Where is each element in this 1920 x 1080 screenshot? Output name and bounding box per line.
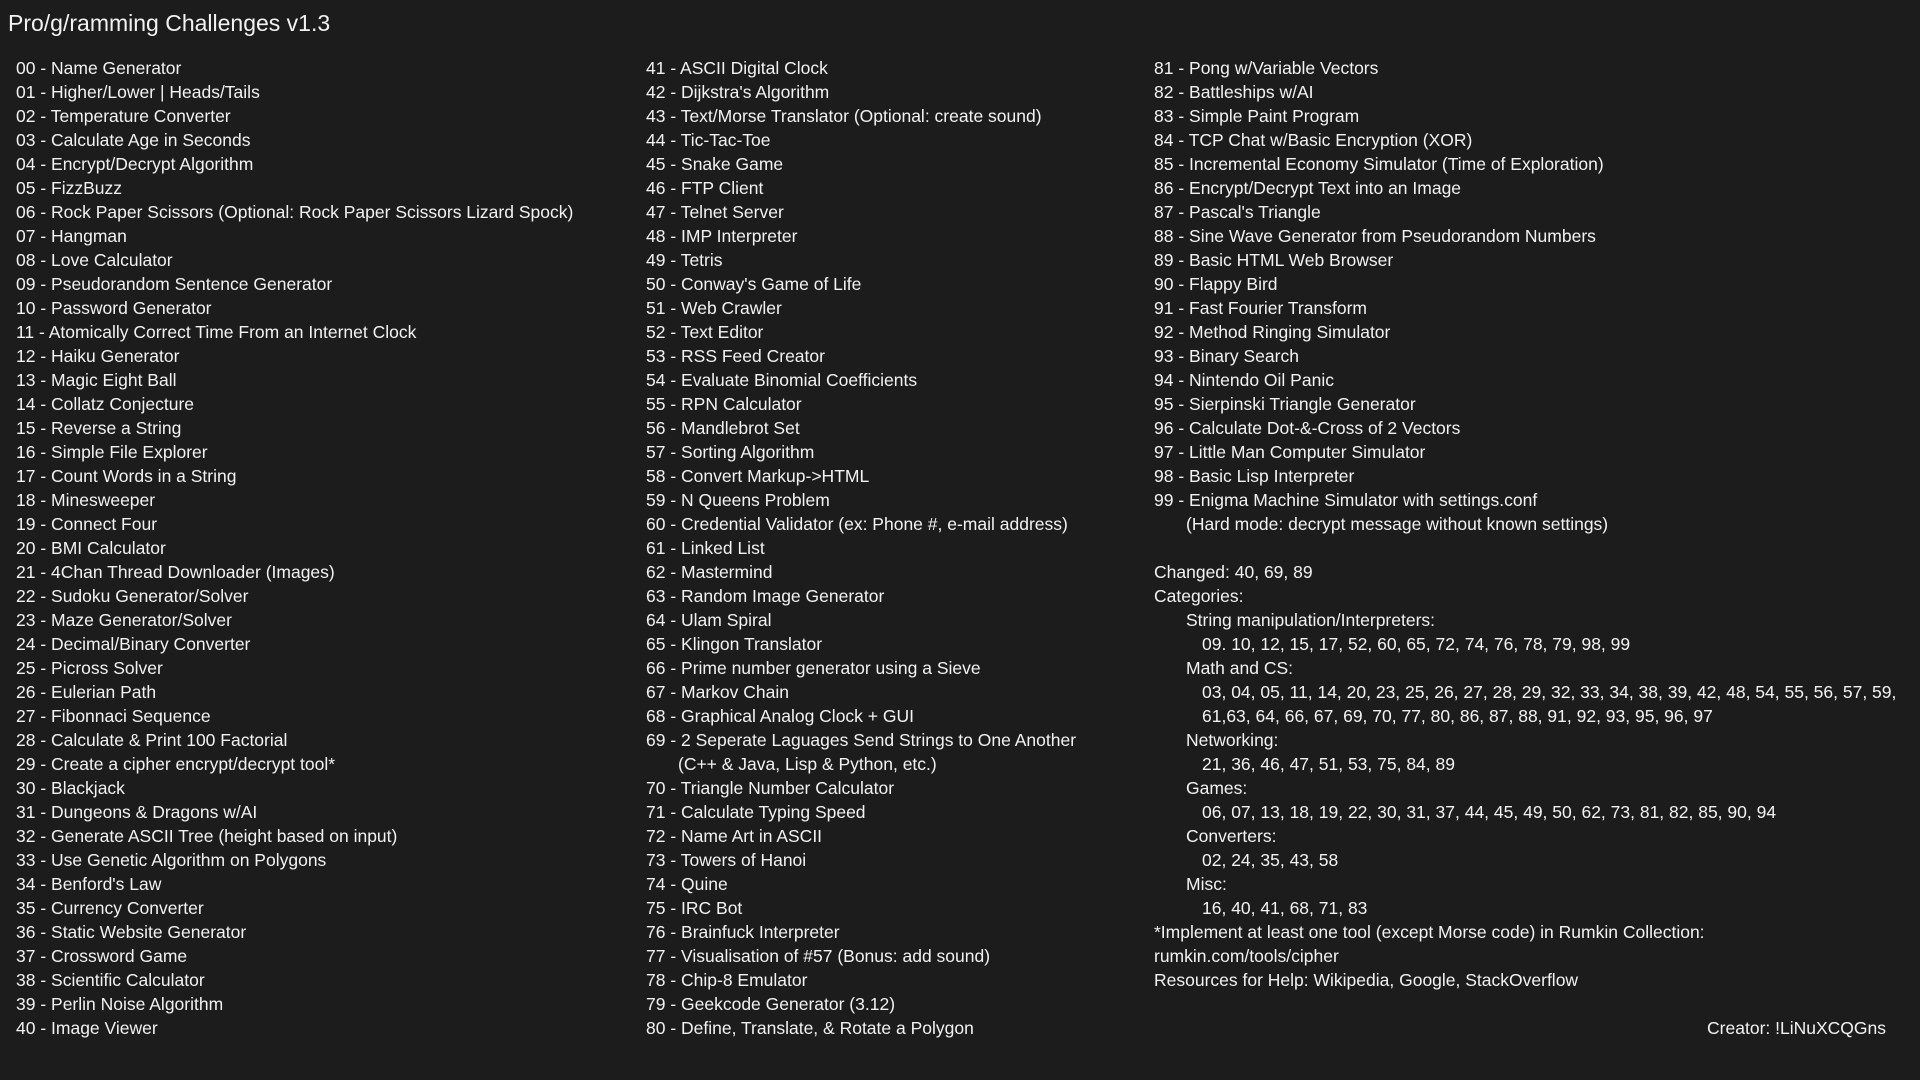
challenge-item: 21 - 4Chan Thread Downloader (Images) [16,562,335,582]
challenge-item: 52 - Text Editor [646,322,764,342]
challenge-item: 01 - Higher/Lower | Heads/Tails [16,82,260,102]
challenge-item: 00 - Name Generator [16,58,182,78]
challenge-item: 49 - Tetris [646,250,723,270]
challenge-item: 17 - Count Words in a String [16,466,237,486]
categories-list [1154,608,1896,920]
challenge-item: 96 - Calculate Dot-&-Cross of 2 Vectors [1154,418,1461,438]
category-items: 61,63, 64, 66, 67, 69, 70, 77, 80, 86, 87, 88, 91, 92, 93, 95, 96, 97 [1202,706,1713,726]
category-items: 06, 07, 13, 18, 19, 22, 30, 31, 37, 44, 45, 49, 50, 62, 73, 81, 82, 85, 90, 94 [1202,802,1777,822]
challenge-item: 78 - Chip-8 Emulator [646,970,808,990]
challenge-item: 85 - Incremental Economy Simulator (Time of Exploration) [1154,154,1604,174]
challenge-item: 69 - 2 Seperate Laguages Send Strings to One Another [646,730,1077,750]
challenge-item: 73 - Towers of Hanoi [646,850,807,870]
challenge-item: 91 - Fast Fourier Transform [1154,298,1367,318]
challenge-item: 19 - Connect Four [16,514,158,534]
challenge-item: 30 - Blackjack [16,778,125,798]
challenge-item: 26 - Eulerian Path [16,682,157,702]
challenge-item: 22 - Sudoku Generator/Solver [16,586,249,606]
challenge-item: 83 - Simple Paint Program [1154,106,1360,126]
challenge-item: 35 - Currency Converter [16,898,204,918]
challenge-item: 03 - Calculate Age in Seconds [16,130,251,150]
challenge-item: 53 - RSS Feed Creator [646,346,825,366]
challenge-item: 32 - Generate ASCII Tree (height based on input) [16,826,398,846]
challenge-item: 07 - Hangman [16,226,127,246]
challenge-item: 59 - N Queens Problem [646,490,830,510]
challenge-item: 89 - Basic HTML Web Browser [1154,250,1394,270]
changed-note: Changed: 40, 69, 89 [1154,562,1313,582]
challenge-item: 88 - Sine Wave Generator from Pseudorandom Numbers [1154,226,1596,246]
category-items: 03, 04, 05, 11, 14, 20, 23, 25, 26, 27, 28, 29, 32, 33, 34, 38, 39, 42, 48, 54, 55, 56, 57, 59, [1202,682,1897,702]
challenge-item: 05 - FizzBuzz [16,178,122,198]
challenge-item: 62 - Mastermind [646,562,773,582]
category-name: Games: [1186,778,1248,798]
category-items: 02, 24, 35, 43, 58 [1202,850,1339,870]
challenge-item: 58 - Convert Markup->HTML [646,466,870,486]
challenge-item: 81 - Pong w/Variable Vectors [1154,58,1379,78]
categories-heading: Categories: [1154,586,1244,606]
creator-credit: Creator: !LiNuXCQGns [1707,1018,1886,1038]
challenge-item: 42 - Dijkstra's Algorithm [646,82,830,102]
challenge-item: 02 - Temperature Converter [16,106,231,126]
challenge-item: 64 - Ulam Spiral [646,610,772,630]
challenge-item: 18 - Minesweeper [16,490,156,510]
challenge-item: 08 - Love Calculator [16,250,173,270]
category-items: 16, 40, 41, 68, 71, 83 [1202,898,1368,918]
challenge-item: 70 - Triangle Number Calculator [646,778,895,798]
category-items: 09. 10, 12, 15, 17, 52, 60, 65, 72, 74, 76, 78, 79, 98, 99 [1202,634,1631,654]
challenge-item: 44 - Tic-Tac-Toe [646,130,771,150]
challenge-item: 48 - IMP Interpreter [646,226,798,246]
challenge-item: 33 - Use Genetic Algorithm on Polygons [16,850,327,870]
challenge-item: 15 - Reverse a String [16,418,182,438]
challenge-item: 61 - Linked List [646,538,765,558]
implement-note: *Implement at least one tool (except Morse code) in Rumkin Collection: [1154,922,1705,942]
challenge-item: 80 - Define, Translate, & Rotate a Polygon [646,1018,974,1038]
challenge-item: 25 - Picross Solver [16,658,163,678]
challenge-item: 50 - Conway's Game of Life [646,274,862,294]
challenge-item: 28 - Calculate & Print 100 Factorial [16,730,288,750]
challenge-item: 66 - Prime number generator using a Sieve [646,658,981,678]
challenge-item: 24 - Decimal/Binary Converter [16,634,251,654]
challenge-item: 10 - Password Generator [16,298,212,318]
challenge-item: 34 - Benford's Law [16,874,162,894]
challenge-item: 76 - Brainfuck Interpreter [646,922,840,942]
challenge-item-continuation: (Hard mode: decrypt message without known settings) [1186,514,1609,534]
category-name: String manipulation/Interpreters: [1186,610,1436,630]
challenge-item: 38 - Scientific Calculator [16,970,205,990]
challenge-list-column-2 [646,56,1076,1040]
challenge-item: 12 - Haiku Generator [16,346,180,366]
category-name: Math and CS: [1186,658,1293,678]
challenge-item: 63 - Random Image Generator [646,586,885,606]
challenge-item: 51 - Web Crawler [646,298,782,318]
challenge-item: 46 - FTP Client [646,178,764,198]
challenge-item: 67 - Markov Chain [646,682,789,702]
challenge-item: 60 - Credential Validator (ex: Phone #, e-mail address) [646,514,1068,534]
challenge-item: 86 - Encrypt/Decrypt Text into an Image [1154,178,1462,198]
challenge-item: 57 - Sorting Algorithm [646,442,815,462]
category-name: Networking: [1186,730,1279,750]
challenge-item: 11 - Atomically Correct Time From an Internet Clock [16,322,417,342]
page-title: Pro/g/ramming Challenges v1.3 [8,10,331,36]
challenge-item: 98 - Basic Lisp Interpreter [1154,466,1355,486]
challenge-item: 84 - TCP Chat w/Basic Encryption (XOR) [1154,130,1473,150]
category-name: Converters: [1186,826,1277,846]
challenge-item: 39 - Perlin Noise Algorithm [16,994,224,1014]
challenge-item: 47 - Telnet Server [646,202,784,222]
challenge-item: 37 - Crossword Game [16,946,188,966]
challenge-item: 95 - Sierpinski Triangle Generator [1154,394,1416,414]
challenge-item: 92 - Method Ringing Simulator [1154,322,1391,342]
challenge-item: 41 - ASCII Digital Clock [646,58,828,78]
challenge-item: 56 - Mandlebrot Set [646,418,800,438]
challenge-item: 06 - Rock Paper Scissors (Optional: Rock Paper Scissors Lizard Spock) [16,202,574,222]
challenge-item: 74 - Quine [646,874,728,894]
challenge-item: 23 - Maze Generator/Solver [16,610,232,630]
challenge-item: 36 - Static Website Generator [16,922,247,942]
challenge-item: 99 - Enigma Machine Simulator with settings.conf [1154,490,1538,510]
challenge-item: 54 - Evaluate Binomial Coefficients [646,370,918,390]
challenge-item-continuation: (C++ & Java, Lisp & Python, etc.) [678,754,937,774]
challenge-item: 87 - Pascal's Triangle [1154,202,1321,222]
challenge-item: 31 - Dungeons & Dragons w/AI [16,802,258,822]
challenge-item: 04 - Encrypt/Decrypt Algorithm [16,154,254,174]
category-items: 21, 36, 46, 47, 51, 53, 75, 84, 89 [1202,754,1455,774]
challenge-item: 72 - Name Art in ASCII [646,826,823,846]
challenge-item: 16 - Simple File Explorer [16,442,208,462]
category-name: Misc: [1186,874,1227,894]
challenge-item: 79 - Geekcode Generator (3.12) [646,994,896,1014]
resources-note: Resources for Help: Wikipedia, Google, StackOverflow [1154,970,1579,990]
challenge-item: 97 - Little Man Computer Simulator [1154,442,1426,462]
challenge-item: 27 - Fibonnaci Sequence [16,706,211,726]
challenge-item: 65 - Klingon Translator [646,634,823,654]
challenge-item: 90 - Flappy Bird [1154,274,1278,294]
challenge-item: 29 - Create a cipher encrypt/decrypt tool* [16,754,336,774]
challenge-item: 82 - Battleships w/AI [1154,82,1314,102]
spacer [1154,536,1896,560]
rumkin-link: rumkin.com/tools/cipher [1154,946,1339,966]
challenge-item: 71 - Calculate Typing Speed [646,802,866,822]
challenge-item: 77 - Visualisation of #57 (Bonus: add sound) [646,946,991,966]
challenge-item: 40 - Image Viewer [16,1018,158,1038]
challenge-list-column-3 [1154,56,1896,992]
challenge-item: 45 - Snake Game [646,154,784,174]
challenge-item: 20 - BMI Calculator [16,538,166,558]
challenge-item: 68 - Graphical Analog Clock + GUI [646,706,914,726]
challenge-item: 43 - Text/Morse Translator (Optional: create sound) [646,106,1042,126]
challenge-item: 94 - Nintendo Oil Panic [1154,370,1334,390]
challenge-item: 14 - Collatz Conjecture [16,394,194,414]
challenge-item: 09 - Pseudorandom Sentence Generator [16,274,333,294]
challenge-list-column-1 [16,56,573,1040]
challenge-list-column-3-items [1154,56,1896,536]
challenge-item: 75 - IRC Bot [646,898,743,918]
challenge-item: 93 - Binary Search [1154,346,1299,366]
challenge-item: 55 - RPN Calculator [646,394,802,414]
challenge-item: 13 - Magic Eight Ball [16,370,177,390]
